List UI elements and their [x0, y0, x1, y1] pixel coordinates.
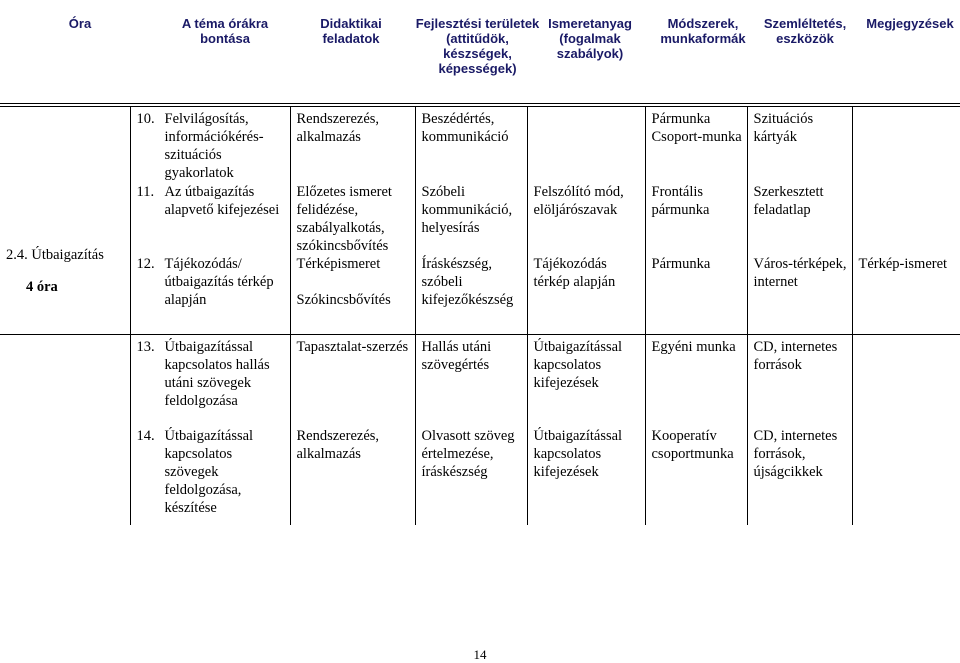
lesson-item	[137, 183, 286, 255]
fejlesztesi-cell	[415, 335, 527, 525]
didaktikai-item: Tapasztalat-szerzés	[296, 339, 409, 355]
lesson-number: 13.	[136, 339, 155, 355]
ismeretanyag-item: Útbaigazítással kapcsolatos kifejezések	[533, 428, 623, 480]
header-modszerek: Módszerek, munkaformák	[660, 16, 746, 46]
lesson-number: 14.	[136, 428, 155, 444]
header-fejlesztesi: Fejlesztési területek (attitűdök, készségek, képességek)	[415, 16, 540, 76]
lesson-item	[137, 427, 286, 517]
lesson-topic: Útbaigazítással kapcsolatos szövegek feldolgozása, készítése	[164, 428, 254, 516]
lessons-cell	[130, 107, 290, 335]
megjegyzesek-cell	[852, 335, 960, 525]
modszerek-item: Frontális pármunka	[651, 184, 710, 218]
header-ismeretanyag: Ismeretanyag (fogalmak szabályok)	[548, 16, 632, 61]
fejlesztesi-item: Íráskészség, szóbeli kifejezőkészség	[421, 256, 514, 308]
didaktikai-item: Rendszerezés, alkalmazás	[296, 428, 380, 462]
header-tema: A téma órákra bontása	[181, 16, 269, 46]
lesson-topic: Útbaigazítással kapcsolatos hallás utáni szövegek feldolgozása	[164, 339, 270, 409]
lesson-topic: Az útbaigazítás alapvető kifejezései	[164, 184, 280, 218]
szemleltetes-cell	[747, 107, 852, 335]
header-szemleltetes: Szemléltetés, eszközök	[763, 16, 847, 46]
modszerek-cell	[645, 335, 747, 525]
table-row	[0, 107, 960, 335]
lesson-item	[137, 110, 286, 183]
didaktikai-item: Szókincsbővítés	[296, 292, 391, 308]
header-divider	[0, 103, 960, 104]
section-cell-empty	[0, 335, 130, 525]
lesson-number: 12.	[136, 256, 155, 272]
fejlesztesi-item: Beszédértés, kommunikáció	[421, 111, 509, 145]
lesson-number: 10.	[136, 111, 155, 127]
didaktikai-cell	[290, 335, 415, 525]
ismeretanyag-item: Útbaigazítással kapcsolatos kifejezések	[533, 339, 623, 391]
table-row	[0, 335, 960, 525]
modszerek-item: Pármunka	[651, 256, 711, 272]
fejlesztesi-item: Hallás utáni szövegértés	[421, 339, 492, 373]
ismeretanyag-item: Felszólító mód, elöljárószavak	[533, 184, 624, 218]
fejlesztesi-cell	[415, 107, 527, 335]
fejlesztesi-item: Olvasott szöveg értelmezése, íráskészség	[421, 428, 515, 480]
szemleltetes-item: CD, internetes források	[753, 339, 838, 373]
didaktikai-item: Térképismeret	[296, 256, 381, 272]
modszerek-item: Kooperatív csoportmunka	[651, 428, 734, 462]
table-header	[0, 0, 960, 103]
fejlesztesi-item: Szóbeli kommunikáció, helyesírás	[421, 184, 513, 236]
lesson-item	[137, 338, 286, 427]
section-hours: 4 óra	[26, 278, 58, 295]
didaktikai-cell	[290, 107, 415, 335]
lessons-cell	[130, 335, 290, 525]
szemleltetes-item: Szerkesztett feladatlap	[753, 184, 824, 218]
lesson-topic: Felvilágosítás, információkérés-szituációs gyakorlatok	[164, 111, 264, 181]
header-didaktikai: Didaktikai feladatok	[320, 16, 382, 46]
didaktikai-item: Előzetes ismeret felidézése, szabályalkotás, szókincsbővítés	[296, 184, 392, 254]
didaktikai-item: Rendszerezés, alkalmazás	[296, 111, 380, 145]
ismeretanyag-item	[534, 110, 641, 183]
modszerek-cell	[645, 107, 747, 335]
modszerek-item: Pármunka Csoport-munka	[651, 111, 742, 145]
szemleltetes-item: Szituációs kártyák	[753, 111, 814, 145]
ismeretanyag-cell	[527, 335, 645, 525]
lesson-plan-table	[0, 106, 960, 525]
szemleltetes-cell	[747, 335, 852, 525]
lesson-item	[137, 255, 286, 309]
lesson-topic: Tájékozódás/ útbaigazítás térkép alapján	[164, 256, 274, 308]
ismeretanyag-cell	[527, 107, 645, 335]
megjegyzesek-cell	[852, 107, 960, 335]
section-title: 2.4. Útbaigazítás	[6, 246, 104, 263]
lesson-number: 11.	[136, 184, 155, 200]
section-cell	[0, 107, 130, 335]
szemleltetes-item: Város-térképek, internet	[753, 256, 847, 290]
header-megjegyzesek: Megjegyzések	[866, 16, 954, 31]
page-number: 14	[473, 647, 487, 662]
header-ora: Óra	[68, 16, 92, 31]
modszerek-item: Egyéni munka	[651, 339, 736, 355]
szemleltetes-item: CD, internetes források, újságcikkek	[753, 428, 838, 480]
ismeretanyag-item: Tájékozódás térkép alapján	[533, 256, 616, 290]
megjegyzesek-item: Térkép-ismeret	[858, 256, 948, 272]
